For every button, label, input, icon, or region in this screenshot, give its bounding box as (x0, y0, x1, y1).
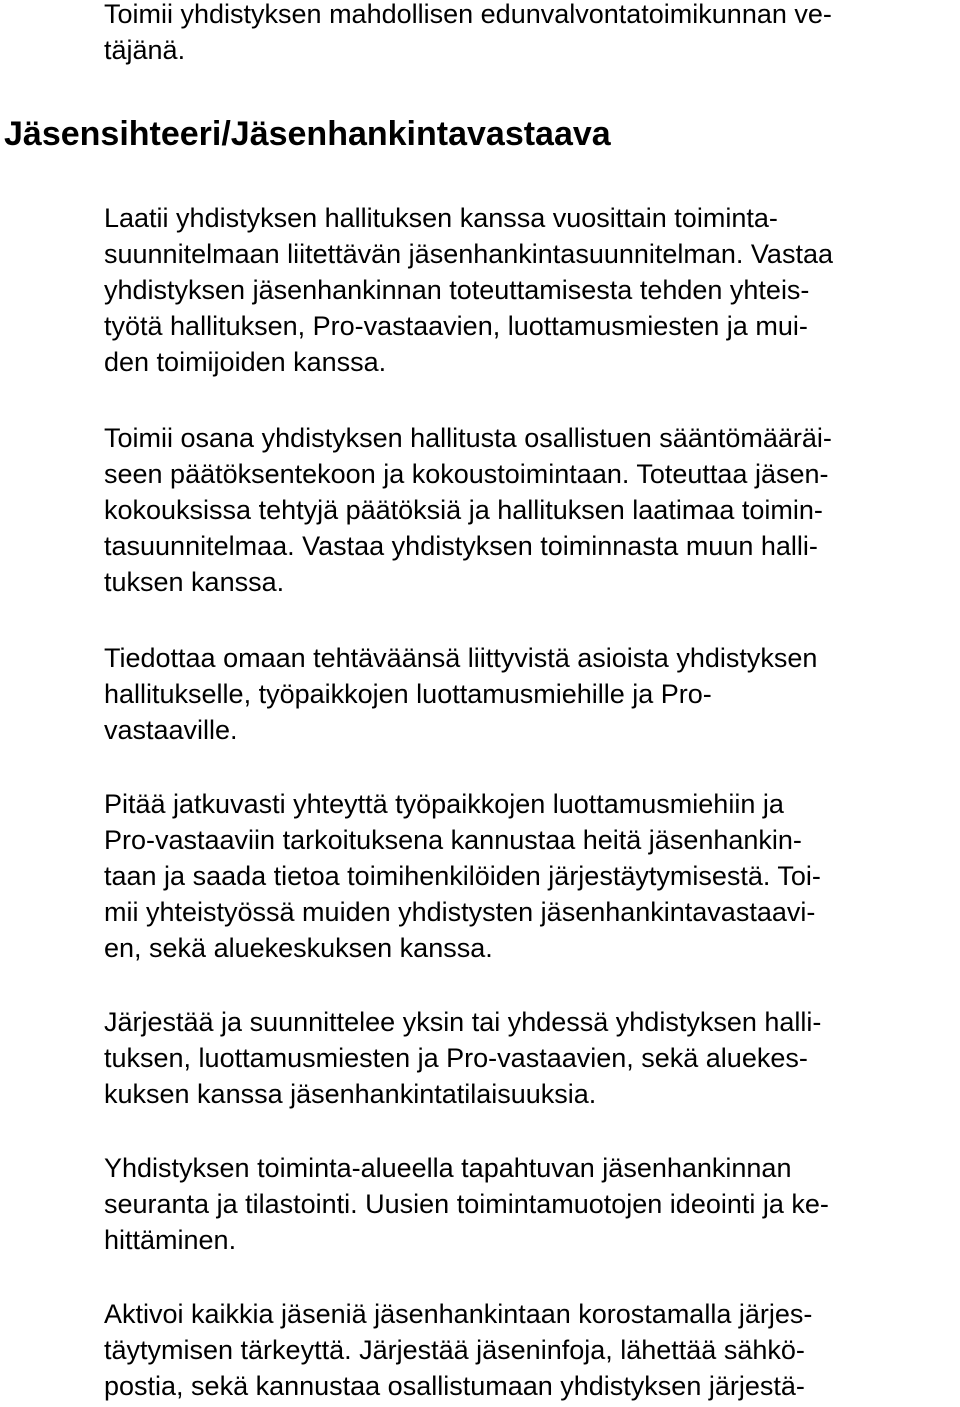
text-line: työtä hallituksen, Pro-vastaavien, luottamusmiesten ja mui- (104, 311, 808, 341)
text-line: postia, sekä kannustaa osallistumaan yhdistyksen järjestä- (104, 1371, 805, 1401)
text-line: Aktivoi kaikkia jäseniä jäsenhankintaan korostamalla järjes- (104, 1299, 813, 1329)
text-line: Yhdistyksen toiminta-alueella tapahtuvan jäsenhankinnan (104, 1153, 792, 1183)
text-line: kuksen kanssa jäsenhankintatilaisuuksia. (104, 1079, 597, 1109)
text-line: den toimijoiden kanssa. (104, 347, 387, 377)
text-line: tuksen, luottamusmiesten ja Pro-vastaavien, sekä aluekes- (104, 1043, 808, 1073)
text-line: kokouksissa tehtyjä päätöksiä ja hallituksen laatimaa toimin- (104, 495, 823, 525)
text-line: suunnitelmaan liitettävän jäsenhankintasuunnitelman. Vastaa (104, 239, 833, 269)
text-line: hallitukselle, työpaikkojen luottamusmiehille ja Pro- (104, 679, 712, 709)
text-line: Pitää jatkuvasti yhteyttä työpaikkojen luottamusmiehiin ja (104, 789, 784, 819)
text-line: Toimii osana yhdistyksen hallitusta osallistuen sääntömääräi- (104, 423, 832, 453)
text-line: tasuunnitelmaa. Vastaa yhdistyksen toiminnasta muun halli- (104, 531, 818, 561)
text-line: täjänä. (104, 35, 186, 65)
text-line: hittäminen. (104, 1225, 237, 1255)
text-line: Järjestää ja suunnittelee yksin tai yhdessä yhdistyksen halli- (104, 1007, 822, 1037)
text-line: täytymisen tärkeyttä. Järjestää jäseninfoja, lähettää sähkö- (104, 1335, 805, 1365)
text-line: Pro-vastaaviin tarkoituksena kannustaa heitä jäsenhankin- (104, 825, 802, 855)
text-line: seuranta ja tilastointi. Uusien toimintamuotojen ideointi ja ke- (104, 1189, 829, 1219)
text-line: seen päätöksentekoon ja kokoustoimintaan. Toteuttaa jäsen- (104, 459, 829, 489)
text-line: yhdistyksen jäsenhankinnan toteuttamisesta tehden yhteis- (104, 275, 810, 305)
text-line: Tiedottaa omaan tehtäväänsä liittyvistä asioista yhdistyksen (104, 643, 818, 673)
text-line: mii yhteistyössä muiden yhdistysten jäsenhankintavastaavi- (104, 897, 816, 927)
section-heading: Jäsensihteeri/Jäsenhankintavastaava (4, 115, 611, 153)
text-line: Laatii yhdistyksen hallituksen kanssa vuosittain toiminta- (104, 203, 778, 233)
text-line: en, sekä aluekeskuksen kanssa. (104, 933, 493, 963)
text-line: Toimii yhdistyksen mahdollisen edunvalvontatoimikunnan ve- (104, 0, 832, 29)
text-line: tuksen kanssa. (104, 567, 285, 597)
text-line: vastaaville. (104, 715, 238, 745)
text-line: taan ja saada tietoa toimihenkilöiden järjestäytymisestä. Toi- (104, 861, 821, 891)
